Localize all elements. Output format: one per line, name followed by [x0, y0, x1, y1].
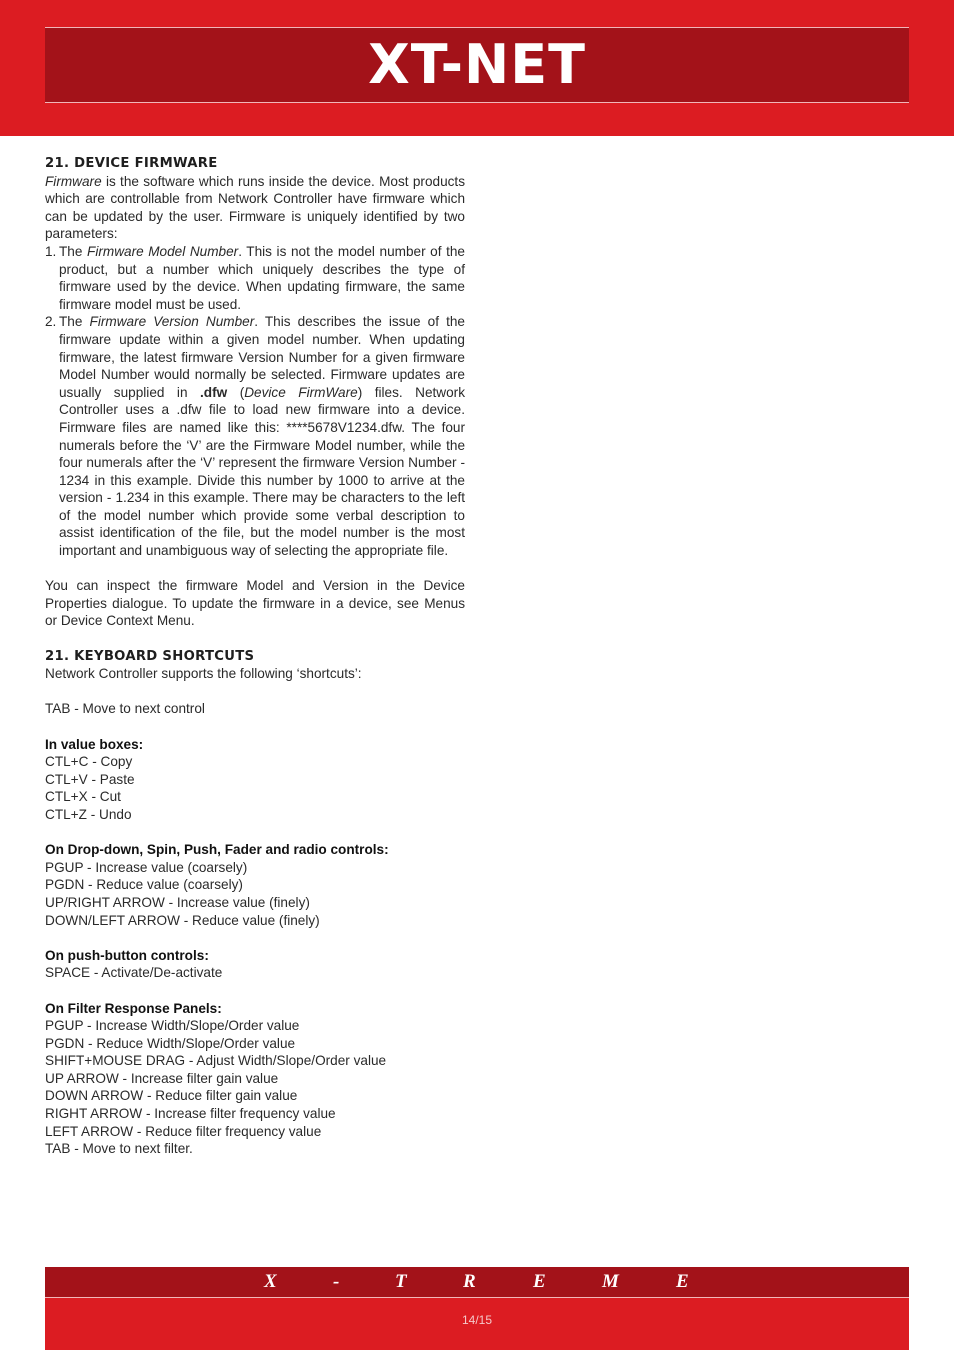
spacer: [45, 929, 465, 947]
shortcut-item: CTL+C - Copy: [45, 754, 133, 770]
shortcut-item: CTL+X - Cut: [45, 789, 121, 805]
spacer: [45, 982, 465, 1000]
file-extension: .dfw: [200, 384, 228, 400]
spacer: [45, 824, 465, 842]
shortcut-item: PGDN - Reduce Width/Slope/Order value: [45, 1035, 296, 1051]
shortcut-tab: TAB - Move to next control: [45, 701, 205, 717]
firmware-intro: [45, 173, 465, 243]
footer-band: [45, 1267, 909, 1350]
shortcut-item: DOWN/LEFT ARROW - Reduce value (finely): [45, 912, 320, 928]
shortcut-item: UP ARROW - Increase filter gain value: [45, 1070, 279, 1086]
firmware-intro-term: Firmware: [45, 173, 102, 189]
section-heading-firmware: 21. DEVICE FIRMWARE: [45, 156, 218, 171]
shortcut-item: SHIFT+MOUSE DRAG - Adjust Width/Slope/Order value: [45, 1053, 387, 1069]
list-number: 2.: [45, 314, 57, 330]
brand-letter: E: [676, 1271, 689, 1292]
page-title: XT-NET: [368, 33, 586, 96]
shortcut-item: SPACE - Activate/De-activate: [45, 965, 223, 981]
brand-letter: T: [395, 1271, 407, 1292]
main-content: [45, 155, 465, 1158]
spacer: [45, 560, 465, 578]
shortcut-item: LEFT ARROW - Reduce filter frequency value: [45, 1123, 322, 1139]
shortcut-item: PGUP - Increase Width/Slope/Order value: [45, 1018, 300, 1034]
list-item: [45, 243, 465, 313]
shortcut-item: PGUP - Increase value (coarsely): [45, 859, 248, 875]
list-item-text: The: [59, 243, 88, 259]
list-item-text: ) files. Network Controller uses a .dfw file to load new firmware into a device. Firmware files are named like this: ****5678V1234.dfw. The four numerals before the ‘V’ are the Firmware Model number, while the four numerals after the ‘V’ represent the firmware Version Number - 1234 in this example. Divide this number by 1000 to arrive at the version - 1.234 in this example. There may be characters to the left of the model number which provide some verbal description to assist identification of the file, but the model number is the most important and unambiguous way of selecting the appropriate file.: [59, 384, 466, 559]
shortcut-group-title: On Filter Response Panels:: [45, 1000, 222, 1016]
list-item-term: Device FirmWare: [244, 384, 358, 400]
brand-letter: R: [463, 1271, 476, 1292]
spacer: [45, 718, 465, 736]
shortcut-item: PGDN - Reduce value (coarsely): [45, 877, 243, 893]
brand-strip: [45, 1267, 909, 1298]
brand-letter: -: [333, 1271, 340, 1292]
brand-letter: X: [264, 1271, 277, 1292]
list-item-text: . This describes the issue of the firmware update within a given model number. When updating firmware, the latest firmware Version Number for a given firmware Model Number would normally be selected. Firmware updates are usually supplied in: [59, 314, 465, 400]
list-item-text: The: [59, 314, 90, 330]
shortcut-group-title: On Drop-down, Spin, Push, Fader and radio controls:: [45, 842, 389, 858]
list-item-text: (: [227, 384, 245, 400]
shortcut-item: DOWN ARROW - Reduce filter gain value: [45, 1088, 298, 1104]
spacer: [45, 683, 465, 701]
shortcut-item: RIGHT ARROW - Increase filter frequency value: [45, 1106, 336, 1122]
shortcuts-intro: Network Controller supports the following ‘shortcuts’:: [45, 666, 362, 682]
header-band: [0, 0, 954, 136]
list-item-term: Firmware Version Number: [89, 314, 255, 330]
section-heading-shortcuts: 21. KEYBOARD SHORTCUTS: [45, 648, 255, 664]
brand-letter: E: [533, 1271, 546, 1292]
list-item: [45, 313, 465, 559]
page-number: 14/15: [461, 1313, 493, 1327]
shortcut-item: CTL+V - Paste: [45, 771, 135, 787]
list-item-text: . This is not the model number of the product, but a number which uniquely describes the type of firmware used by the device. When updating firmware, the same firmware model must be used.: [59, 243, 465, 312]
shortcut-item: CTL+Z - Undo: [45, 806, 132, 822]
firmware-intro-text: is the software which runs inside the device. Most products which are controllable from Network Controller have firmware which can be updated by the user. Firmware is uniquely identified by two parameters:: [45, 173, 465, 242]
shortcut-group-title: In value boxes:: [45, 736, 144, 752]
shortcut-item: UP/RIGHT ARROW - Increase value (finely): [45, 894, 310, 910]
spacer: [45, 630, 465, 648]
firmware-closing: You can inspect the firmware Model and Version in the Device Properties dialogue. To update the firmware in a device, see Menus or Device Context Menu.: [45, 578, 465, 629]
firmware-parameter-list: [45, 243, 465, 560]
list-number: 1.: [45, 243, 57, 259]
title-banner: [45, 27, 909, 103]
brand-letter: M: [602, 1271, 619, 1292]
shortcut-item: TAB - Move to next filter.: [45, 1141, 193, 1157]
list-item-term: Firmware Model Number: [87, 243, 239, 259]
shortcut-group-title: On push-button controls:: [45, 947, 209, 963]
